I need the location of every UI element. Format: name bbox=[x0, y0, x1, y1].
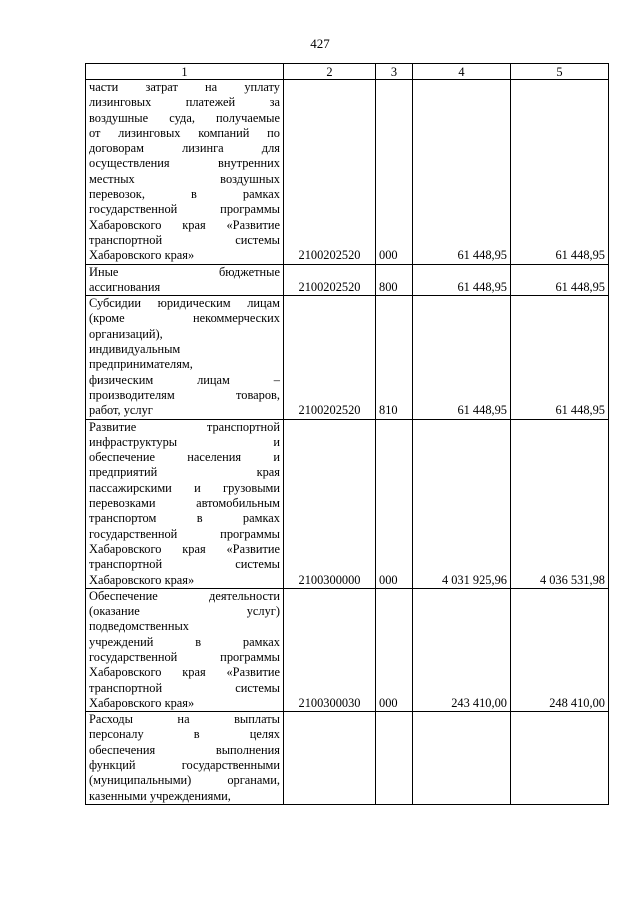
description-line: Расходы на выплаты bbox=[89, 712, 280, 727]
page-number: 427 bbox=[310, 36, 330, 51]
target-article-code: 2100300000 bbox=[284, 419, 376, 588]
target-article-code: 2100300030 bbox=[284, 588, 376, 711]
description-line: перевозками автомобильным bbox=[89, 496, 280, 511]
description-line: государственной программы bbox=[89, 526, 280, 541]
description-line: работ, услуг bbox=[89, 403, 153, 418]
target-article-code: 2100202520 bbox=[284, 264, 376, 296]
amount-year-2: 61 448,95 bbox=[511, 264, 609, 296]
table-body bbox=[86, 80, 609, 805]
description-line: подведомственных bbox=[89, 619, 189, 634]
row-description bbox=[86, 264, 284, 296]
expense-type-code bbox=[376, 712, 413, 805]
description-line: обеспечение населения и bbox=[89, 450, 280, 465]
description-line: ассигнования bbox=[89, 279, 161, 294]
amount-year-1: 61 448,95 bbox=[413, 80, 511, 265]
description-line: Хабаровского края» bbox=[89, 572, 195, 587]
header-col-3: 3 bbox=[376, 64, 413, 80]
description-line: индивидуальным bbox=[89, 342, 181, 357]
table-row bbox=[86, 588, 609, 711]
amount-year-1: 4 031 925,96 bbox=[413, 419, 511, 588]
description-line: транспортом в рамках bbox=[89, 511, 280, 526]
description-line: инфраструктуры и bbox=[89, 434, 280, 449]
target-article-code: 2100202520 bbox=[284, 296, 376, 419]
header-row bbox=[86, 64, 609, 80]
description-line: пассажирскими и грузовыми bbox=[89, 480, 280, 495]
description-line: государственной программы bbox=[89, 202, 280, 217]
amount-year-2: 61 448,95 bbox=[511, 80, 609, 265]
target-article-code bbox=[284, 712, 376, 805]
description-line: Хабаровского края «Развитие bbox=[89, 541, 280, 556]
description-line: Хабаровского края» bbox=[89, 695, 195, 710]
description-line: воздушные суда, получаемые bbox=[89, 110, 280, 125]
row-description bbox=[86, 296, 284, 419]
description-line: части затрат на уплату bbox=[89, 80, 280, 94]
description-line: предприятий края bbox=[89, 465, 280, 480]
description-line: транспортной системы bbox=[89, 232, 280, 247]
description-line: осуществления внутренних bbox=[89, 156, 280, 171]
row-description bbox=[86, 712, 284, 805]
table-row bbox=[86, 80, 609, 265]
description-line: предпринимателям, bbox=[89, 357, 193, 372]
description-line: Хабаровского края «Развитие bbox=[89, 217, 280, 232]
description-line: местных воздушных bbox=[89, 171, 280, 186]
amount-year-1: 61 448,95 bbox=[413, 264, 511, 296]
expense-type-code: 810 bbox=[376, 296, 413, 419]
row-description bbox=[86, 588, 284, 711]
amount-year-2: 248 410,00 bbox=[511, 588, 609, 711]
amount-year-2: 61 448,95 bbox=[511, 296, 609, 419]
expense-type-code: 000 bbox=[376, 80, 413, 265]
description-line: Хабаровского края «Развитие bbox=[89, 665, 280, 680]
description-line: казенными учреждениями, bbox=[89, 788, 231, 803]
description-line: обеспечения выполнения bbox=[89, 742, 280, 757]
description-line: функций государственными bbox=[89, 758, 280, 773]
target-article-code: 2100202520 bbox=[284, 80, 376, 265]
description-line: персоналу в целях bbox=[89, 727, 280, 742]
expense-type-code: 000 bbox=[376, 588, 413, 711]
budget-table bbox=[85, 63, 609, 805]
amount-year-1: 61 448,95 bbox=[413, 296, 511, 419]
header-col-1: 1 bbox=[86, 64, 284, 80]
header-col-4: 4 bbox=[413, 64, 511, 80]
row-description bbox=[86, 419, 284, 588]
description-line: лизинговых платежей за bbox=[89, 95, 280, 110]
amount-year-2 bbox=[511, 712, 609, 805]
description-line: Субсидии юридическим лицам bbox=[89, 296, 280, 311]
table-row bbox=[86, 712, 609, 805]
description-line: физическим лицам – bbox=[89, 372, 280, 387]
description-line: Обеспечение деятельности bbox=[89, 588, 280, 603]
table-row bbox=[86, 419, 609, 588]
description-line: транспортной системы bbox=[89, 557, 280, 572]
description-line: учреждений в рамках bbox=[89, 634, 280, 649]
description-line: от лизинговых компаний по bbox=[89, 125, 280, 140]
description-line: (муниципальными) органами, bbox=[89, 773, 280, 788]
table-row bbox=[86, 296, 609, 419]
description-line: (кроме некоммерческих bbox=[89, 311, 280, 326]
description-line: Хабаровского края» bbox=[89, 248, 195, 263]
description-line: перевозок, в рамках bbox=[89, 187, 280, 202]
description-line: транспортной системы bbox=[89, 680, 280, 695]
amount-year-1 bbox=[413, 712, 511, 805]
amount-year-2: 4 036 531,98 bbox=[511, 419, 609, 588]
header-col-2: 2 bbox=[284, 64, 376, 80]
table-row bbox=[86, 264, 609, 296]
description-line: государственной программы bbox=[89, 649, 280, 664]
description-line: организаций), bbox=[89, 326, 163, 341]
expense-type-code: 800 bbox=[376, 264, 413, 296]
description-line: Развитие транспортной bbox=[89, 419, 280, 434]
description-line: (оказание услуг) bbox=[89, 604, 280, 619]
description-line: производителям товаров, bbox=[89, 387, 280, 402]
header-col-5: 5 bbox=[511, 64, 609, 80]
expense-type-code: 000 bbox=[376, 419, 413, 588]
row-description bbox=[86, 80, 284, 265]
description-line: Иные бюджетные bbox=[89, 264, 280, 279]
amount-year-1: 243 410,00 bbox=[413, 588, 511, 711]
description-line: договорам лизинга для bbox=[89, 141, 280, 156]
